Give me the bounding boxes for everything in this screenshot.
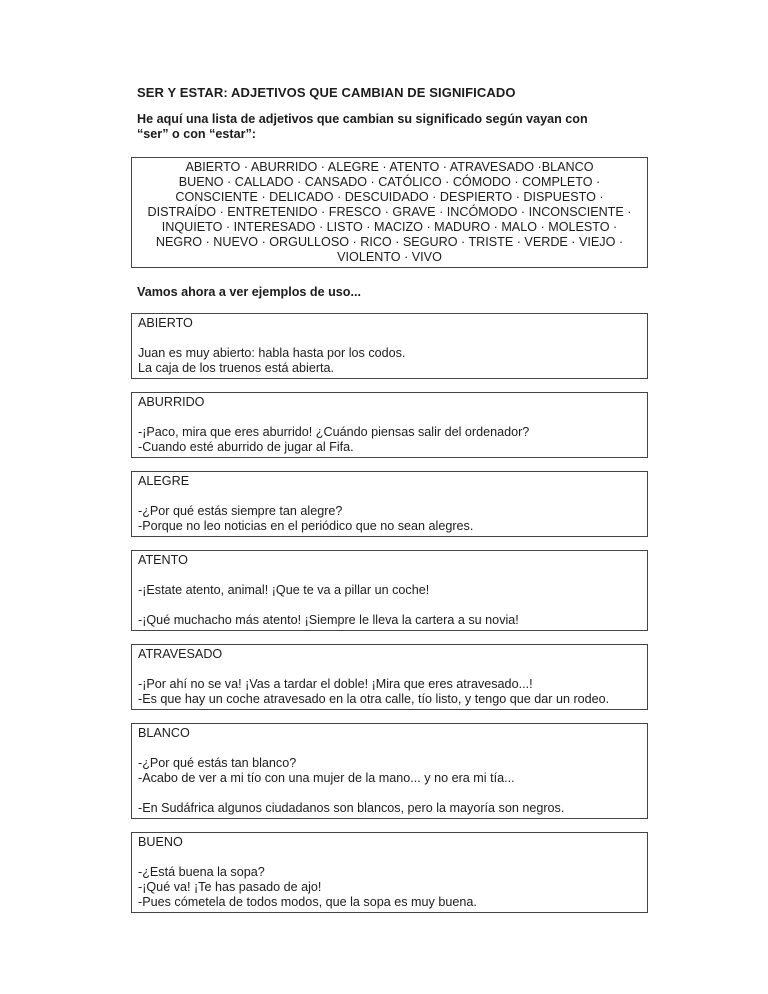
example-box-atravesado [131,644,648,710]
blank-line [138,410,641,425]
blank-line [138,662,641,677]
example-line: -¡Qué muchacho más atento! ¡Siempre le lleva la cartera a su novia! [138,613,519,627]
adjective-list-box [131,157,648,268]
example-line: -Porque no leo noticias en el periódico que no sean alegres. [138,519,474,533]
example-box-atento [131,550,648,631]
example-box-title: ATRAVESADO [138,647,223,661]
blank-line [138,850,641,865]
adjective-list-line: DISTRAÍDO · ENTRETENIDO · FRESCO · GRAVE · INCÓMODO · INCONSCIENTE · [147,205,632,219]
blank-line [138,786,641,801]
adjective-list-line: CONSCIENTE · DELICADO · DESCUIDADO · DESPIERTO · DISPUESTO · [175,190,604,204]
example-line: -¡Estate atento, animal! ¡Que te va a pillar un coche! [138,583,430,597]
adjective-list-line: INQUIETO · INTERESADO · LISTO · MACIZO · MADURO · MALO · MOLESTO · [161,220,618,234]
example-line: -¿Está buena la sopa? [138,865,265,879]
example-box-aburrido [131,392,648,458]
example-box-title: ALEGRE [138,474,190,488]
example-box-title: BUENO [138,835,183,849]
example-line: -Es que hay un coche atravesado en la otra calle, tío listo, y tengo que dar un rodeo. [138,692,610,706]
example-box-title: ATENTO [138,553,188,567]
adjective-list-line: NEGRO · NUEVO · ORGULLOSO · RICO · SEGURO · TRISTE · VERDE · VIEJO · [155,235,624,249]
example-line: Juan es muy abierto: habla hasta por los codos. [138,346,406,360]
example-line: -¿Por qué estás siempre tan alegre? [138,504,343,518]
document-content [131,85,648,913]
blank-line [138,598,641,613]
blank-line [138,741,641,756]
example-box-alegre [131,471,648,537]
example-sections [131,313,648,913]
example-line: -Pues cómetela de todos modos, que la sopa es muy buena. [138,895,477,909]
blank-line [138,331,641,346]
page-title: SER Y ESTAR: ADJETIVOS QUE CAMBIAN DE SIGNIFICADO [137,85,516,100]
example-line: -¡Qué va! ¡Te has pasado de ajo! [138,880,322,894]
example-line: -Acabo de ver a mi tío con una mujer de la mano... y no era mi tía... [138,771,515,785]
adjective-list-line: BUENO · CALLADO · CANSADO · CATÓLICO · CÓMODO · COMPLETO · [178,175,601,189]
adjective-list-line: VIOLENTO · VIVO [337,250,442,264]
example-box-title: ABURRIDO [138,395,205,409]
example-line: -¡Paco, mira que eres aburrido! ¿Cuándo piensas salir del ordenador? [138,425,530,439]
example-box-blanco [131,723,648,819]
example-line: -Cuando esté aburrido de jugar al Fifa. [138,440,354,454]
example-box-title: ABIERTO [138,316,193,330]
example-box-title: BLANCO [138,726,190,740]
example-line: La caja de los truenos está abierta. [138,361,335,375]
example-line: -¡Por ahí no se va! ¡Vas a tardar el doble! ¡Mira que eres atravesado...! [138,677,533,691]
intro-line-1: He aquí una lista de adjetivos que cambian su significado según vayan con [137,112,588,126]
examples-heading: Vamos ahora a ver ejemplos de uso... [137,285,361,299]
blank-line [138,568,641,583]
adjective-list-line: ABIERTO · ABURRIDO · ALEGRE · ATENTO · ATRAVESADO ·BLANCO [185,160,594,174]
example-box-abierto [131,313,648,379]
intro-line-2: “ser” o con “estar”: [137,127,256,141]
blank-line [138,489,641,504]
example-box-bueno [131,832,648,913]
example-line: -En Sudáfrica algunos ciudadanos son blancos, pero la mayoría son negros. [138,801,565,815]
intro-paragraph [131,112,648,142]
example-line: -¿Por qué estás tan blanco? [138,756,297,770]
